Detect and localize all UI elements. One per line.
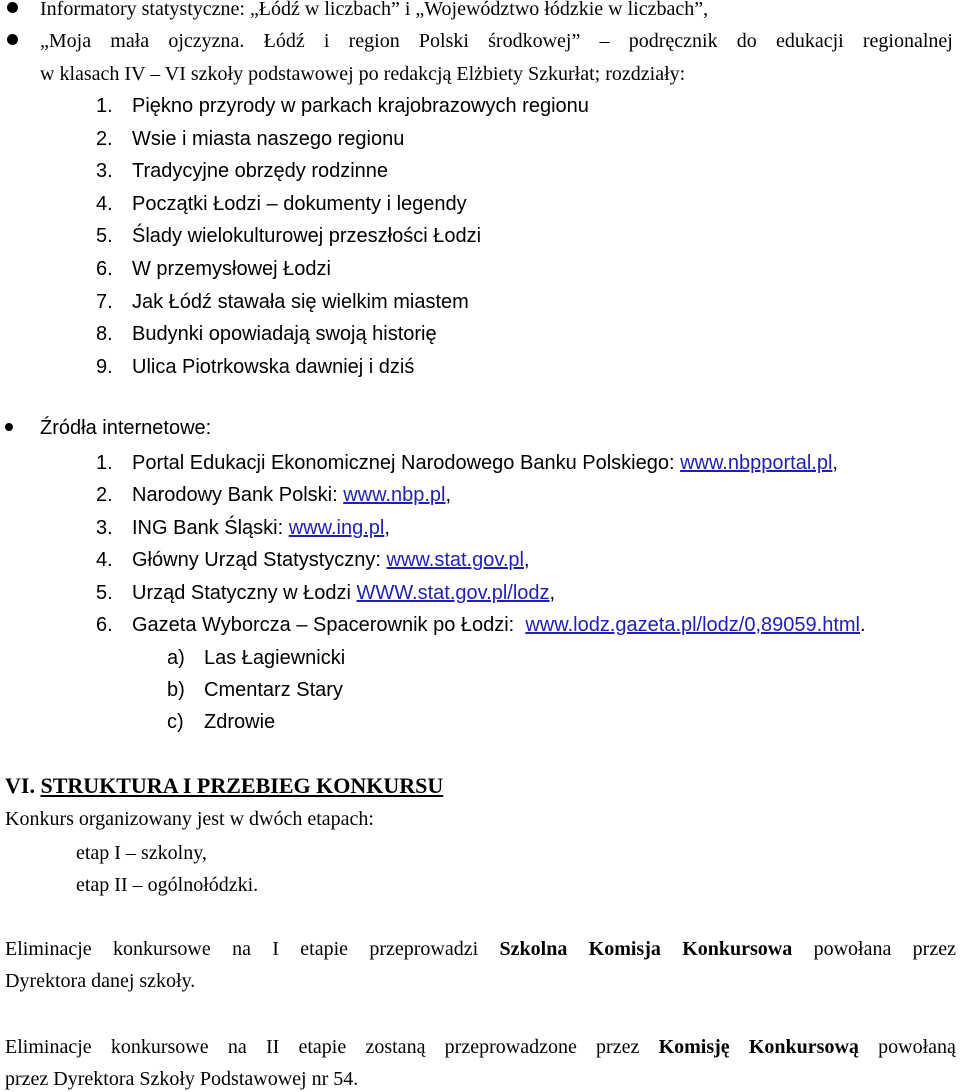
committee-name-word: Konkursowa <box>682 938 793 960</box>
word: mała <box>110 30 150 52</box>
bullet-item-moja-mala-ojczyzna <box>40 29 953 53</box>
word: do <box>736 30 757 52</box>
source-punctuation: , <box>549 581 556 604</box>
paragraph-1-line-1 <box>5 937 956 961</box>
source-item <box>132 613 866 637</box>
source-label: Portal Edukacji Ekonomicznej Narodowego Banku Polskiego: <box>132 452 681 474</box>
word: etapie <box>300 938 349 960</box>
subitem-letter: a) <box>167 647 185 669</box>
source-number: 5. <box>96 581 113 604</box>
stage-1: etap I – szkolny, <box>76 842 207 864</box>
source-label: Gazeta Wyborcza – Spacerownik po Łodzi: <box>132 614 526 636</box>
word: i <box>323 30 330 52</box>
paragraph-2-line-1 <box>5 1035 956 1059</box>
chapter-number: 2. <box>96 127 113 150</box>
sources-heading: Źródła internetowe: <box>40 417 212 439</box>
subitem-letter: c) <box>167 711 184 733</box>
word: etapie <box>298 1036 347 1058</box>
bullet-item-line2: w klasach IV – VI szkoły podstawowej po redakcją Elżbiety Szkurłat; rozdziały: <box>40 63 686 85</box>
word: na <box>232 938 251 960</box>
word: na <box>227 1036 247 1058</box>
chapter-title: Początki Łodzi – dokumenty i legendy <box>132 192 467 215</box>
word: region <box>348 30 400 52</box>
committee-name-word: Konkursową <box>748 1036 859 1058</box>
word: powołana <box>813 938 892 960</box>
source-label: Narodowy Bank Polski: <box>132 484 344 507</box>
word: przez <box>912 938 956 960</box>
word: konkursowe <box>110 1036 209 1058</box>
word: II <box>265 1036 280 1058</box>
source-number: 4. <box>96 549 113 572</box>
chapter-number: 3. <box>96 160 113 183</box>
subitem-letter: b) <box>167 679 185 701</box>
source-item <box>132 451 838 475</box>
source-item <box>132 548 530 572</box>
section-number: VI. <box>5 773 35 798</box>
word: przez <box>596 1036 640 1058</box>
subitem-text: Las Łagiewnicki <box>204 647 346 669</box>
source-link[interactable]: WWW.stat.gov.pl/lodz <box>356 581 550 604</box>
word: „Moja <box>40 30 92 52</box>
chapter-number: 8. <box>96 323 113 346</box>
section-intro: Konkurs organizowany jest w dwóch etapach: <box>5 808 374 830</box>
committee-name-word: Szkolna <box>499 938 568 960</box>
word: Eliminacje <box>5 1036 92 1058</box>
bullet-item-informatory: Informatory statystyczne: „Łódź w liczbach” i „Województwo łódzkie w liczbach”, <box>40 0 709 20</box>
source-link[interactable]: www.nbp.pl <box>343 484 446 507</box>
source-item <box>132 483 451 507</box>
source-link[interactable]: www.lodz.gazeta.pl/lodz/0,89059.html <box>525 614 860 636</box>
source-punctuation: . <box>860 614 866 636</box>
source-number: 3. <box>96 516 113 539</box>
source-punctuation: , <box>524 549 530 572</box>
subitem-text: Zdrowie <box>204 711 276 733</box>
word: Eliminacje <box>5 938 92 960</box>
source-punctuation: , <box>384 516 390 539</box>
chapter-title: Tradycyjne obrzędy rodzinne <box>132 160 389 183</box>
section-title: STRUKTURA I PRZEBIEG KONKURSU <box>40 773 444 798</box>
source-number: 2. <box>96 484 113 507</box>
bullet-icon <box>7 34 18 45</box>
word: powołaną <box>878 1036 956 1058</box>
word: przeprowadzone <box>444 1036 577 1058</box>
chapter-number: 6. <box>96 258 113 280</box>
source-number: 6. <box>96 614 113 636</box>
committee-name-word: Komisja <box>588 938 661 960</box>
word: Polski <box>418 30 469 52</box>
subitem-text: Cmentarz Stary <box>204 679 343 701</box>
paragraph-1-line-2: Dyrektora danej szkoły. <box>5 970 196 992</box>
chapter-number: 7. <box>96 290 113 313</box>
chapter-title: Wsie i miasta naszego regionu <box>132 127 405 150</box>
word: zostaną <box>365 1036 426 1058</box>
source-item <box>132 516 390 540</box>
word: konkursowe <box>112 938 211 960</box>
word: edukacji <box>775 30 844 52</box>
word: – <box>599 30 610 52</box>
chapter-title: Budynki opowiadają swoją historię <box>132 323 437 346</box>
source-label: ING Bank Śląski: <box>132 516 289 539</box>
chapter-number: 5. <box>96 225 113 248</box>
source-link[interactable]: www.ing.pl <box>288 516 385 539</box>
chapter-title: Piękno przyrody w parkach krajobrazowych regionu <box>132 95 589 117</box>
source-number: 1. <box>96 452 113 474</box>
source-link[interactable]: www.stat.gov.pl <box>386 549 524 572</box>
word: regionalnej <box>862 30 953 52</box>
word: I <box>272 938 279 960</box>
stage-2: etap II – ogólnołódzki. <box>76 874 259 896</box>
source-punctuation: , <box>445 484 452 507</box>
chapter-title: W przemysłowej Łodzi <box>132 258 331 280</box>
source-label: Urząd Statyczny w Łodzi <box>132 581 357 604</box>
committee-name-word: Komisję <box>658 1036 730 1058</box>
chapter-title: Ślady wielokulturowej przeszłości Łodzi <box>132 225 482 248</box>
chapter-title: Ulica Piotrkowska dawniej i dziś <box>132 355 415 378</box>
source-link[interactable]: www.nbpportal.pl <box>680 452 833 474</box>
chapter-number: 9. <box>96 355 113 378</box>
chapter-title: Jak Łódź stawała się wielkim miastem <box>132 290 469 313</box>
chapter-number: 1. <box>96 95 113 117</box>
word: ojczyzna. <box>168 30 245 52</box>
word: podręcznik <box>628 30 718 52</box>
source-item <box>132 581 555 605</box>
word: przeprowadzi <box>369 938 479 960</box>
paragraph-2-line-2: przez Dyrektora Szkoły Podstawowej nr 54. <box>5 1068 359 1090</box>
section-heading <box>5 774 443 798</box>
chapter-number: 4. <box>96 192 113 215</box>
bullet-icon <box>7 2 18 13</box>
source-punctuation: , <box>832 452 838 474</box>
bullet-icon <box>5 423 13 431</box>
source-label: Główny Urząd Statystyczny: <box>132 549 387 572</box>
word: Łódź <box>263 30 305 52</box>
word: środkowej” <box>488 30 581 52</box>
